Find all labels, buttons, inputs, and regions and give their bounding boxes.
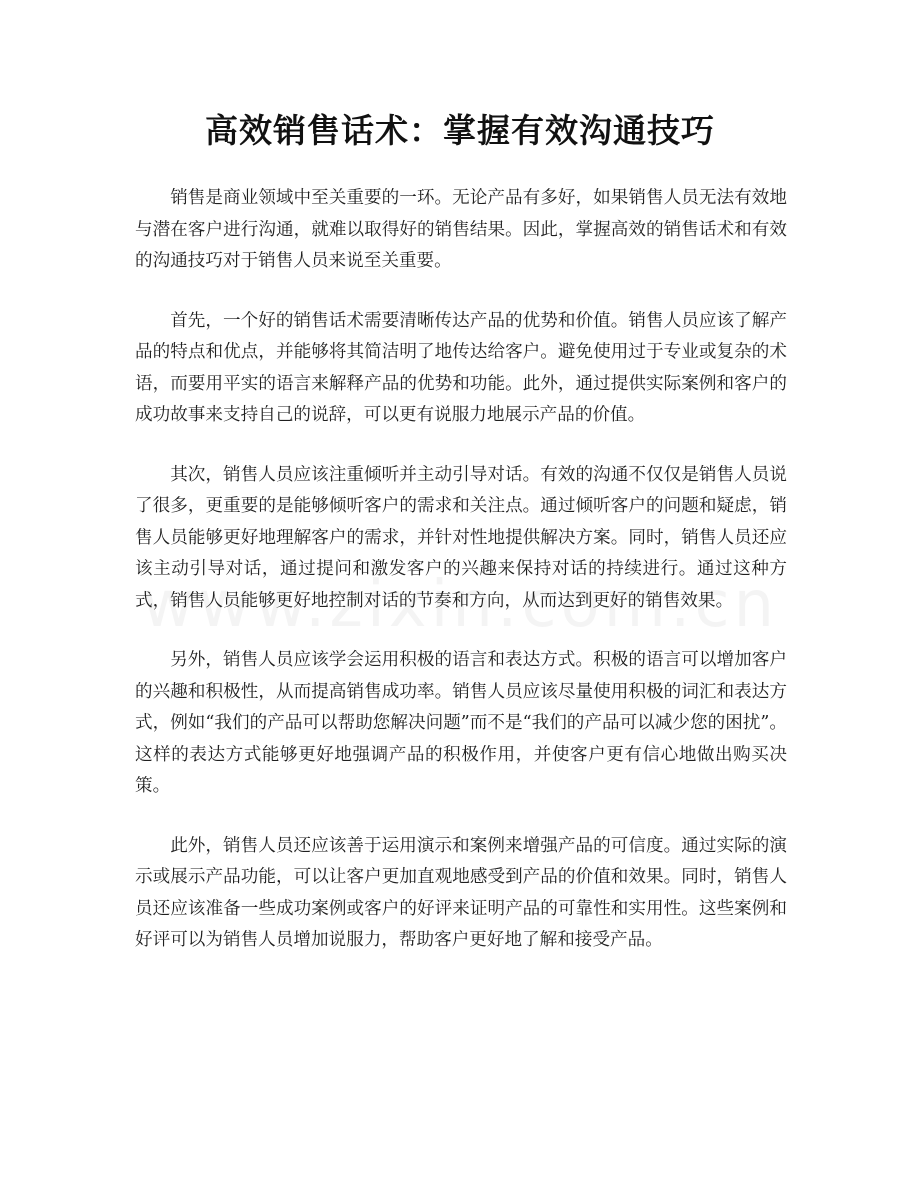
paragraph-intro: 销售是商业领域中至关重要的一环。无论产品有多好，如果销售人员无法有效地与潜在客户进行沟通，就难以取得好的销售结果。因此，掌握高效的销售话术和有效的沟通技巧对于销售人员来说至关重要。 (135, 188, 787, 271)
document-title: 高效销售话术：掌握有效沟通技巧 (205, 111, 715, 150)
paragraph-third: 另外，销售人员应该学会运用积极的语言和表达方式。积极的语言可以增加客户的兴趣和积极性，从而提高销售成功率。销售人员应该尽量使用积极的词汇和表达方式，例如“我们的产品可以帮助您解决问题”而不是“我们的产品可以减少您的困扰”。这样的表达方式能够更好地强调产品的积极作用，并使客户更有信心地做出购买决策。 (135, 650, 787, 796)
document-body (135, 183, 787, 985)
paragraph-fourth: 此外，销售人员还应该善于运用演示和案例来增强产品的可信度。通过实际的演示或展示产品功能，可以让客户更加直观地感受到产品的价值和效果。同时，销售人员还应该准备一些成功案例或客户的好评来证明产品的可靠性和实用性。这些案例和好评可以为销售人员增加说服力，帮助客户更好地了解和接受产品。 (135, 835, 787, 950)
paragraph-second: 其次，销售人员应该注重倾听并主动引导对话。有效的沟通不仅仅是销售人员说了很多，更重要的是能够倾听客户的需求和关注点。通过倾听客户的问题和疑虑，销售人员能够更好地理解客户的需求，并针对性地提供解决方案。同时，销售人员还应该主动引导对话，通过提问和激发客户的兴趣来保持对话的持续进行。通过这种方式，销售人员能够更好地控制对话的节奏和方向，从而达到更好的销售效果。 (135, 464, 787, 611)
paragraph-first: 首先，一个好的销售话术需要清晰传达产品的优势和价值。销售人员应该了解产品的特点和优点，并能够将其简洁明了地传达给客户。避免使用过于专业或复杂的术语，而要用平实的语言来解释产品的优势和功能。此外，通过提供实际案例和客户的成功故事来支持自己的说辞，可以更有说服力地展示产品的价值。 (135, 310, 787, 425)
